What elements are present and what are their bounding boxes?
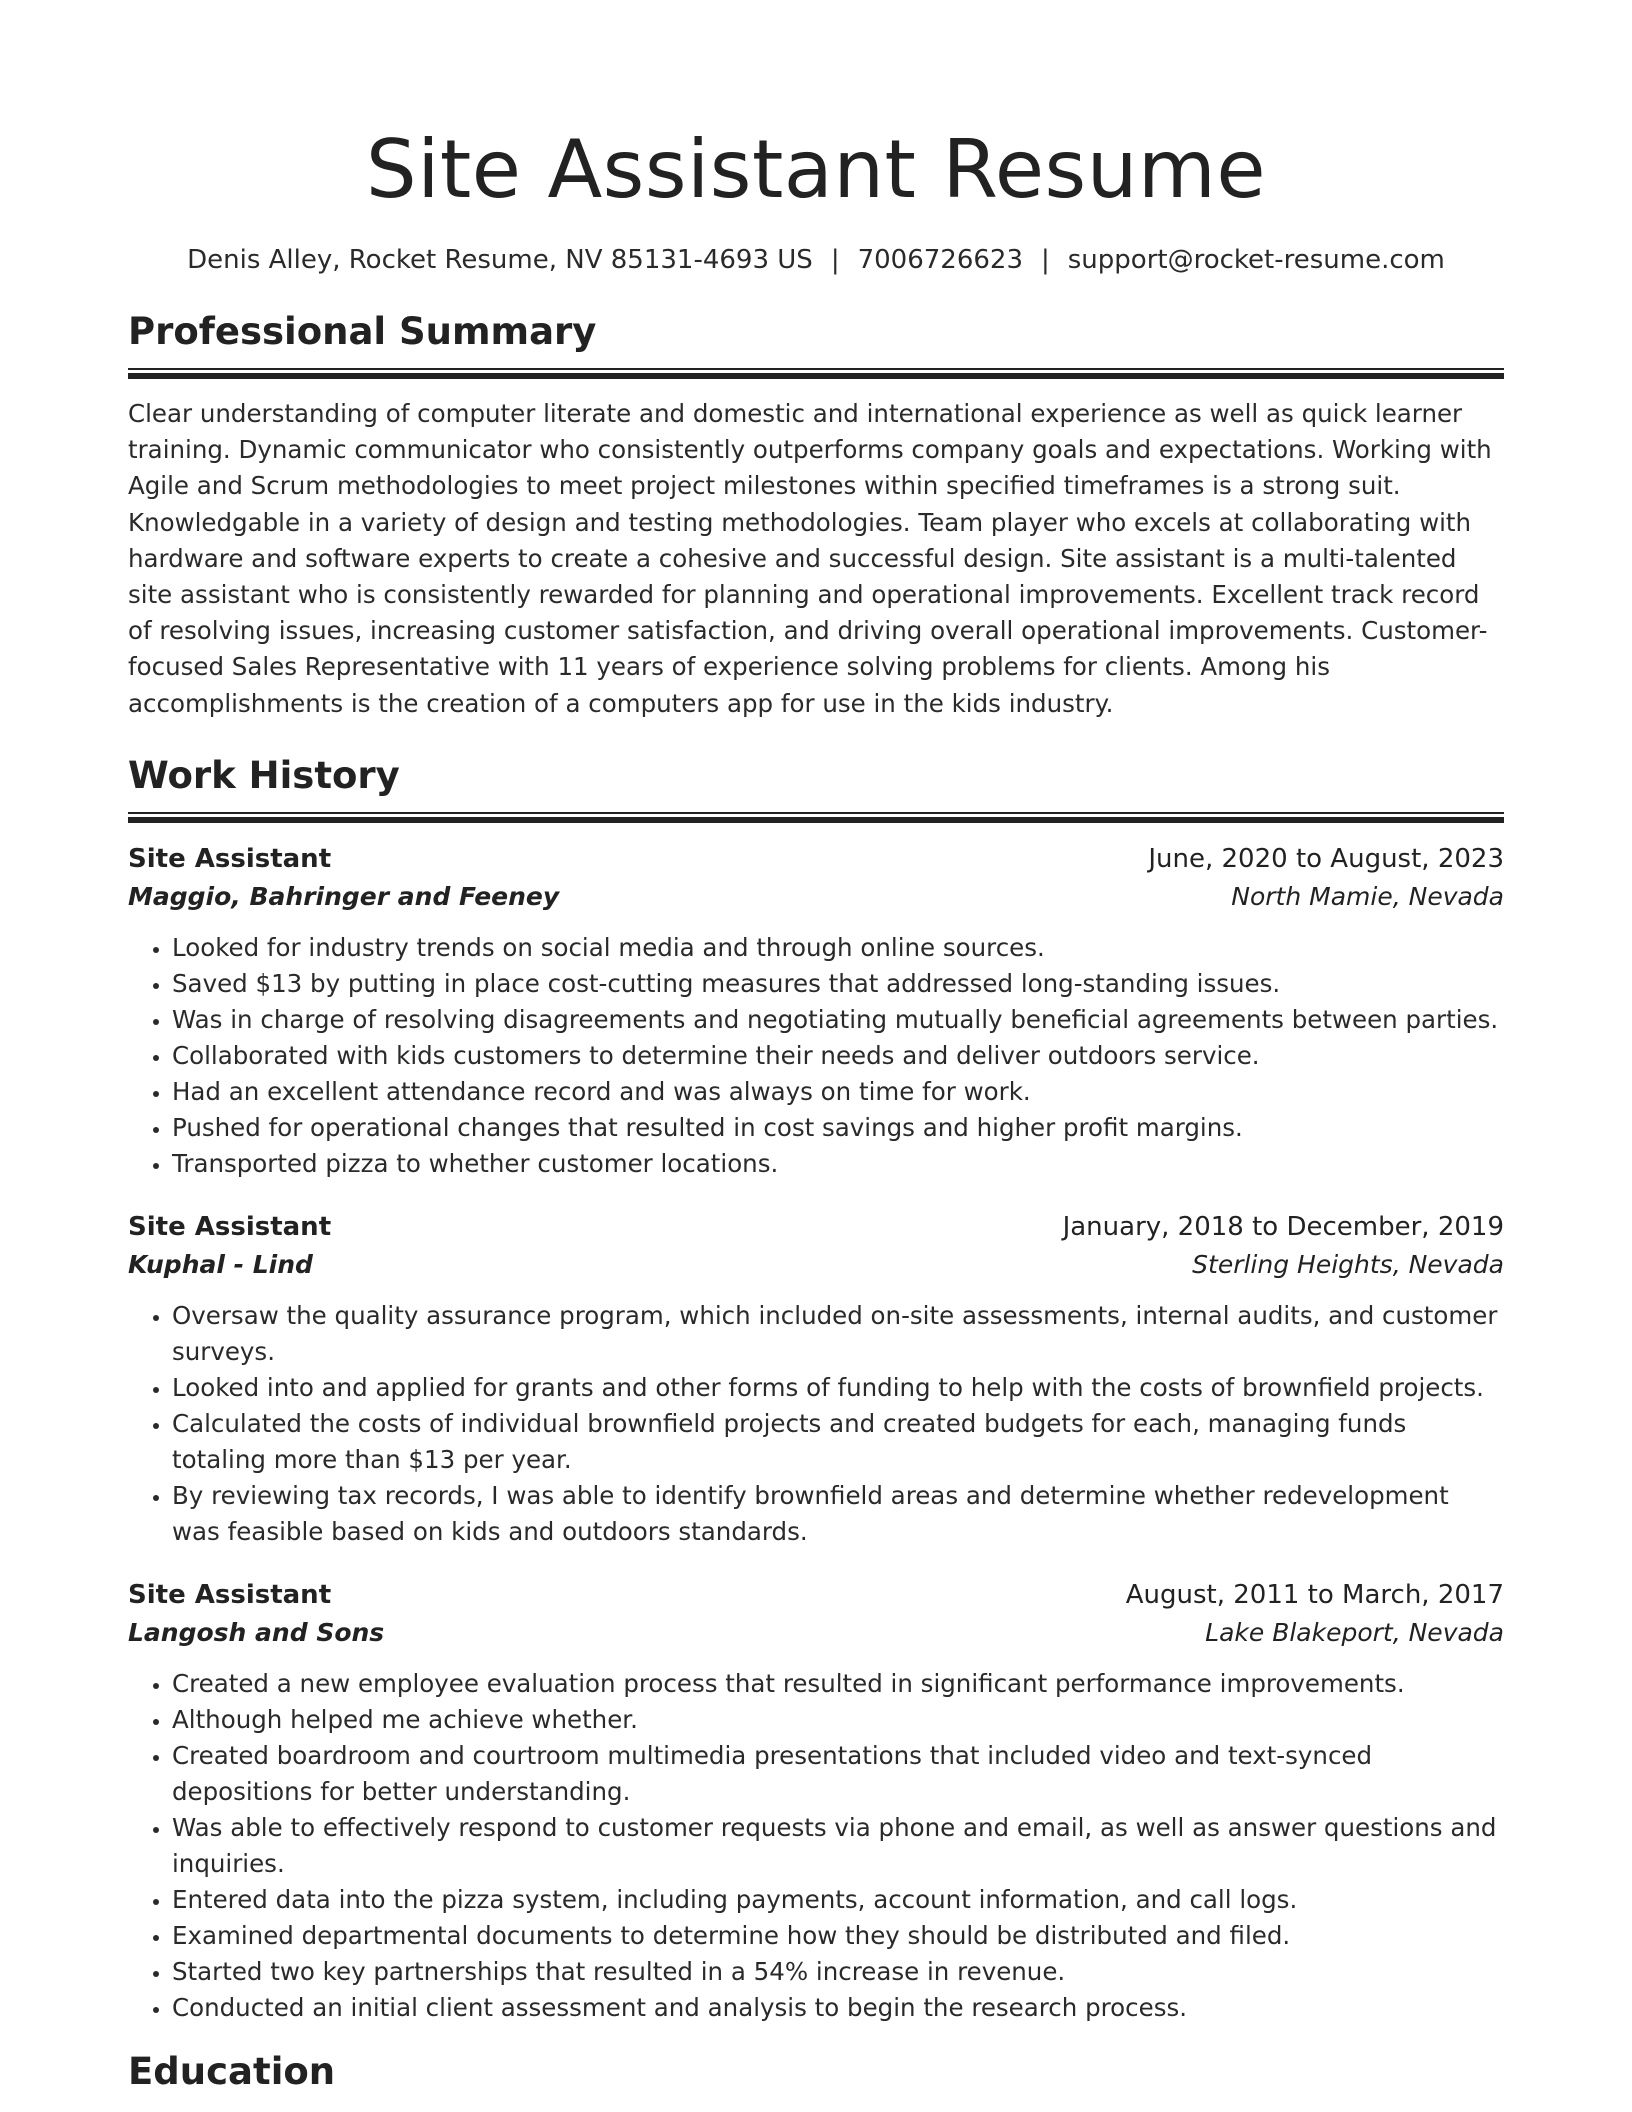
job-location: Sterling Heights, Nevada [1192,1249,1504,1279]
job-bullet: • Pushed for operational changes that resulted in cost savings and higher profit margins. [172,1110,1504,1146]
job-bullet: • Saved $13 by putting in place cost-cutting measures that addressed long-standing issues. [172,966,1504,1002]
job-entry [128,1208,1504,1550]
work-section [128,752,1504,2026]
job-bullet: • Had an excellent attendance record and was always on time for work. [172,1074,1504,1110]
summary-text: Clear understanding of computer literate and domestic and international experience as well as quick learner training. Dynamic communicator who consistently outperforms company goals and expectations. Working with Agile and Scrum methodologies to meet project milestones within specified timeframes is a strong suit. Knowledgable in a variety of design and testing methodologies. Team player who excels at collaborating with hardware and software experts to create a cohesive and successful design. Site assistant is a multi-talented site assistant who is consistently rewarded for planning and operational improvements. Excellent track record of resolving issues, increasing customer satisfaction, and driving overall operational improvements. Customer-focused Sales Representative with 11 years of experience solving problems for clients. Among his accomplishments is the creation of a computers app for use in the kids industry. [128,399,1492,718]
job-title: Site Assistant [128,1211,332,1242]
job-company-row [128,878,1504,916]
job-bullet: • Oversaw the quality assurance program, which included on-site assessments, internal audits, and customer surveys. [172,1298,1504,1370]
job-title: Site Assistant [128,1579,332,1610]
education-heading: Education [128,2049,336,2093]
summary-heading: Professional Summary [128,310,597,353]
job-bullet: • Conducted an initial client assessment and analysis to begin the research process. [172,1990,1504,2026]
resume-page [128,118,1504,2096]
job-bullet-list [128,1298,1504,1550]
job-header-row [128,840,1504,878]
job-location: Lake Blakeport, Nevada [1205,1617,1504,1647]
job-entry [128,1576,1504,2026]
contact-separator: | [830,245,840,275]
job-bullet: • Created a new employee evaluation process that resulted in significant performance improvements. [172,1666,1504,1702]
job-dates: June, 2020 to August, 2023 [1148,843,1504,874]
job-bullet: • Calculated the costs of individual brownfield projects and created budgets for each, managing funds totaling more than $13 per year. [172,1406,1504,1478]
work-heading: Work History [128,753,400,797]
job-bullet: • By reviewing tax records, I was able to identify brownfield areas and determine whether redevelopment was feasible based on kids and outdoors standards. [172,1478,1504,1550]
job-dates: January, 2018 to December, 2019 [1062,1211,1504,1242]
contact-phone[interactable]: 7006726623 [857,245,1023,275]
summary-section [128,308,1504,722]
job-company-row [128,1246,1504,1284]
contact-line [128,242,1504,278]
education-section [128,2048,1504,2096]
job-bullet: • Created boardroom and courtroom multimedia presentations that included video and text-synced depositions for better understanding. [172,1738,1504,1810]
job-bullet: • Was able to effectively respond to customer requests via phone and email, as well as answer questions and inquiries. [172,1810,1504,1882]
job-bullet: • Collaborated with kids customers to determine their needs and deliver outdoors service. [172,1038,1504,1074]
job-bullet: • Entered data into the pizza system, including payments, account information, and call logs. [172,1882,1504,1918]
job-company: Langosh and Sons [128,1617,385,1647]
job-dates: August, 2011 to March, 2017 [1125,1579,1504,1610]
contact-email[interactable]: support@rocket-resume.com [1067,245,1445,275]
job-bullet: • Was in charge of resolving disagreements and negotiating mutually beneficial agreements between parties. [172,1002,1504,1038]
job-bullet-list [128,930,1504,1182]
job-entry [128,840,1504,1182]
job-bullet: • Looked for industry trends on social media and through online sources. [172,930,1504,966]
job-title: Site Assistant [128,843,332,874]
job-header-row [128,1576,1504,1614]
job-bullet: • Examined departmental documents to determine how they should be distributed and filed. [172,1918,1504,1954]
job-list [128,840,1504,2026]
section-divider [128,368,1504,378]
job-bullet: • Looked into and applied for grants and other forms of funding to help with the costs of brownfield projects. [172,1370,1504,1406]
job-bullet: • Transported pizza to whether customer locations. [172,1146,1504,1182]
contact-address: Denis Alley, Rocket Resume, NV 85131-4693 US [187,245,813,275]
job-company-row [128,1614,1504,1652]
job-bullet: • Although helped me achieve whether. [172,1702,1504,1738]
section-divider [128,812,1504,822]
job-company: Kuphal - Lind [128,1249,313,1279]
contact-separator: | [1041,245,1050,275]
resume-title: Site Assistant Resume [365,123,1267,216]
job-bullet-list [128,1666,1504,2026]
job-header-row [128,1208,1504,1246]
job-company: Maggio, Bahringer and Feeney [128,881,560,911]
job-location: North Mamie, Nevada [1231,881,1504,911]
job-bullet: • Started two key partnerships that resulted in a 54% increase in revenue. [172,1954,1504,1990]
